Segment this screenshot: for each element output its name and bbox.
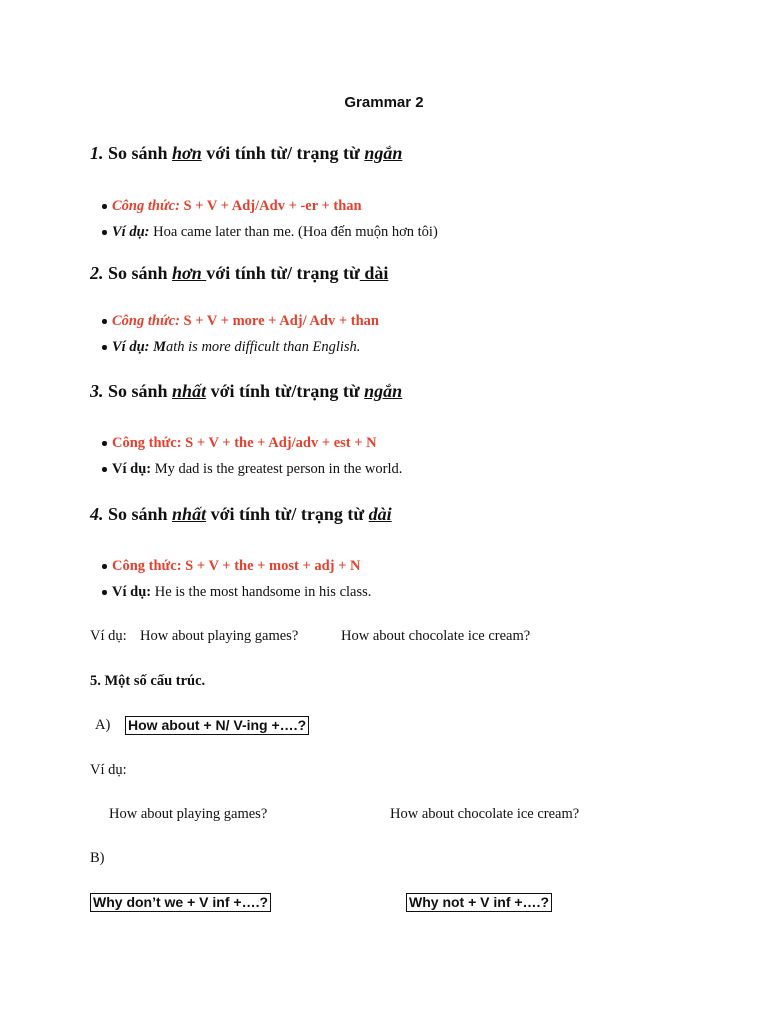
- structure-a-example-label: Ví dụ:: [90, 762, 127, 778]
- structure-a-box: How about + N/ V-ing +….?: [125, 716, 309, 735]
- example-line-ex2: How about chocolate ice cream?: [341, 628, 531, 644]
- section-1-list: [112, 196, 438, 248]
- page-title: Grammar 2: [344, 94, 424, 111]
- structure-b-label: B): [90, 850, 105, 866]
- example-item: Ví dụ: He is the most handsome in his class.: [112, 582, 371, 608]
- formula-item: Công thức: S + V + the + Adj/adv + est + N: [112, 433, 402, 459]
- example-item: Ví dụ: Hoa came later than me. (Hoa đến muộn hơn tôi): [112, 222, 438, 248]
- formula-item: Công thức: S + V + more + Adj/ Adv + than: [112, 311, 379, 337]
- section-4-list: [112, 556, 371, 608]
- section-1-heading: 1. So sánh hơn với tính từ/ trạng từ ngắn: [90, 143, 403, 163]
- section-3-list: [112, 433, 402, 485]
- structure-b-box-1: Why don’t we + V inf +….?: [90, 893, 271, 912]
- example-line-ex1: How about playing games?: [140, 628, 299, 644]
- section-5-heading: 5. Một số cấu trúc.: [90, 673, 206, 689]
- structure-b-box-2: Why not + V inf +….?: [406, 893, 552, 912]
- section-3-heading: 3. So sánh nhất với tính từ/trạng từ ngắn: [90, 381, 403, 401]
- section-2-heading: 2. So sánh hơn với tính từ/ trạng từ dài: [90, 263, 389, 283]
- section-4-heading: 4. So sánh nhất với tính từ/ trạng từ dài: [90, 504, 392, 524]
- example-item: Ví dụ: My dad is the greatest person in the world.: [112, 459, 402, 485]
- structure-a-ex1: How about playing games?: [109, 806, 268, 822]
- structure-a-ex2: How about chocolate ice cream?: [390, 806, 580, 822]
- formula-item: Công thức: S + V + the + most + adj + N: [112, 556, 371, 582]
- formula-item: Công thức: S + V + Adj/Adv + -er + than: [112, 196, 438, 222]
- section-2-list: [112, 311, 379, 363]
- example-line-label: Ví dụ:: [90, 628, 127, 644]
- structure-a-label: A): [95, 717, 111, 733]
- example-item: Ví dụ: Math is more difficult than English.: [112, 337, 379, 363]
